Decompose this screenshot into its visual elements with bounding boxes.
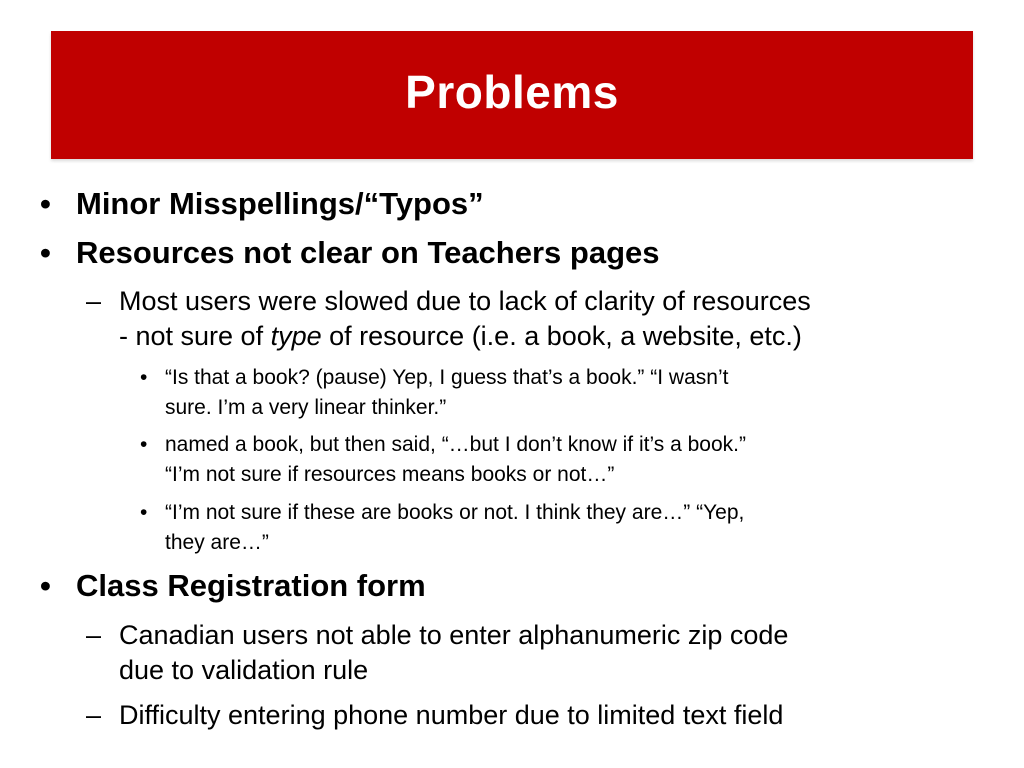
sub-bullet-slowed-line1: Most users were slowed due to lack of clarity of resources [119,286,811,316]
slide-title: Problems [405,66,619,118]
sub-bullet-phone: Difficulty entering phone number due to limited text field [119,700,784,730]
bullet-marker: • [140,366,148,389]
quote-1-line1: “Is that a book? (pause) Yep, I guess that’s a book.” “I wasn’t [165,366,729,389]
dash-marker: – [86,700,102,730]
bullet-marker: • [40,186,51,221]
quote-2-line1: named a book, but then said, “…but I don’t know if it’s a book.” [165,433,746,456]
bullet-marker: • [40,235,51,270]
sub-bullet-zip-line1: Canadian users not able to enter alphanumeric zip code [119,620,789,650]
bullet-marker: • [140,501,148,524]
sub-bullet-slowed-line2 [119,319,802,353]
bullet-resources-not-clear: Resources not clear on Teachers pages [76,235,660,270]
bullet-minor-misspellings: Minor Misspellings/“Typos” [76,186,484,221]
dash-marker: – [86,286,102,316]
bullet-class-registration: Class Registration form [76,568,426,603]
dash-marker: – [86,620,102,650]
quote-2-line2: “I’m not sure if resources means books or not…” [165,463,615,486]
bullet-marker: • [40,568,51,603]
quote-3-line1: “I’m not sure if these are books or not. I think they are…” “Yep, [165,501,745,524]
sub-bullet-zip-line2: due to validation rule [119,655,369,685]
quote-1-line2: sure. I’m a very linear thinker.” [165,396,447,419]
text-segment: - not sure of [119,321,271,351]
text-segment-italic: type [270,321,322,351]
text-segment: of resource (i.e. a book, a website, etc.) [321,321,802,351]
bullet-marker: • [140,433,148,456]
quote-3-line2: they are…” [165,531,269,554]
